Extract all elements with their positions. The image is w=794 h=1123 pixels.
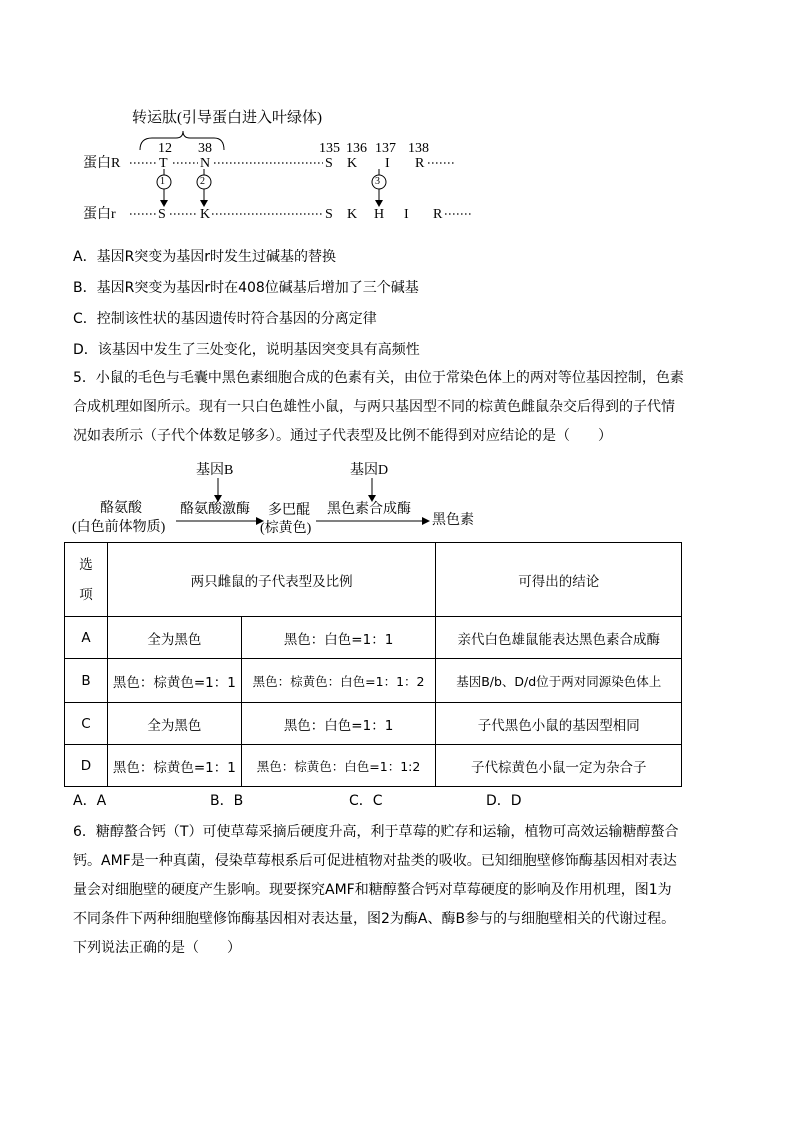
row-c-conclusion: 子代黑色小鼠的基因型相同: [436, 703, 682, 745]
position-38: 38: [198, 141, 212, 156]
residue-r-i: I: [385, 156, 390, 171]
row-b-option: B: [65, 659, 108, 703]
header-conclusion: 可得出的结论: [436, 543, 682, 617]
residue-r-t: T: [159, 156, 168, 171]
pathway-arrow-2-head: [422, 517, 430, 525]
dopaquinone-note: (棕黄色): [260, 521, 312, 536]
row-c-offspring-2: 黑色：白色=1：1: [241, 703, 436, 745]
q6-stem: 6．糖醇螯合钙（T）可使草莓采摘后硬度升高，利于草莓的贮存和运输，植物可高效运输糖醇螯合钙。AMF是一种真菌，侵染草莓根系后可促进植物对盐类的吸收。已知细胞壁修饰酶基因相对表达量会对细胞壁的硬度产生影响。现要探究AMF和糖醇螯合钙对草莓硬度的影响及作用机理，图1为不同条件下两种细胞壁修饰酶基因相对表达量，图2为酶A、酶B参与的与细胞壁相关的代谢过程。下列说法正确的是（ ）: [73, 824, 679, 956]
row-d-option: D: [65, 745, 108, 787]
gene-b-label: 基因B: [196, 463, 234, 478]
q4-option-c: C．控制该性状的基因遗传时符合基因的分离定律: [73, 311, 377, 327]
residue-r-r: R: [415, 156, 425, 171]
row-d-offspring-1: 黑色：棕黄色=1：1: [107, 745, 241, 787]
q4-option-b: B．基因R突变为基因r时在408位碱基后增加了三个碱基: [73, 280, 419, 296]
residue-r-k: K: [347, 156, 358, 171]
q5-stem: 5．小鼠的毛色与毛囊中黑色素细胞合成的色素有关，由位于常染色体上的两对等位基因控制，色素合成机理如图所示。现有一只白色雄性小鼠，与两只基因型不同的棕黄色雌鼠杂交后得到的子代情况如表所示（子代个体数足够多）。通过子代表型及比例不能得到对应结论的是（ ）: [73, 370, 684, 444]
row-c-option: C: [65, 703, 108, 745]
q5-answer-d: D．D: [486, 793, 522, 809]
header-offspring: 两只雌鼠的子代表型及比例: [107, 543, 435, 617]
melanin-label: 黑色素: [432, 513, 474, 528]
protein-r-lower-label: 蛋白r: [83, 207, 116, 222]
gene-d-label: 基因D: [350, 463, 389, 478]
residue-lr-r: R: [433, 207, 443, 222]
results-table: [64, 542, 682, 787]
q4-option-a: A．基因R突变为基因r时发生过碱基的替换: [73, 249, 337, 265]
marker-1-label: 1: [160, 176, 165, 187]
marker-3-label: 3: [375, 176, 380, 187]
residue-lr-k1: K: [200, 207, 211, 222]
position-137: 137: [375, 141, 396, 156]
residue-lr-s2: S: [325, 207, 333, 222]
residue-r-s: S: [325, 156, 333, 171]
pathway-lines: [0, 0, 794, 540]
row-b-offspring-1: 黑色：棕黄色=1：1: [107, 659, 241, 703]
position-135: 135: [319, 141, 340, 156]
protein-r-upper-label: 蛋白R: [83, 156, 121, 171]
table-row: [65, 703, 682, 745]
residue-lr-h: H: [374, 207, 385, 222]
row-d-offspring-2: 黑色：棕黄色：白色=1：1:2: [241, 745, 436, 787]
row-b-conclusion: 基因B/b、D/d位于两对同源染色体上: [436, 659, 682, 703]
header-option: [65, 543, 108, 617]
row-c-offspring-1: 全为黑色: [107, 703, 241, 745]
table-row: [65, 745, 682, 787]
residue-lr-i: I: [404, 207, 409, 222]
marker-2-label: 2: [200, 176, 205, 187]
row-a-offspring-1: 全为黑色: [107, 617, 241, 659]
q4-option-d: D．该基因中发生了三处变化，说明基因突变具有高频性: [73, 342, 420, 358]
table-header-row: [65, 543, 682, 617]
residue-lr-k2: K: [347, 207, 358, 222]
dopaquinone-label: 多巴醌: [268, 503, 310, 518]
enzyme-melanin-synthase: 黑色素合成酶: [327, 502, 411, 517]
row-a-offspring-2: 黑色：白色=1：1: [241, 617, 436, 659]
q5-answer-b: B．B: [210, 793, 244, 809]
q5-answer-c: C．C: [349, 793, 383, 809]
header-option-line2: 项: [79, 586, 93, 603]
tyrosine-label: 酪氨酸: [100, 501, 142, 516]
table-row: [65, 617, 682, 659]
residue-lr-s1: S: [158, 207, 166, 222]
table-row: [65, 659, 682, 703]
row-b-offspring-2: 黑色：棕黄色：白色=1：1：2: [241, 659, 436, 703]
residue-r-n: N: [200, 156, 211, 171]
row-d-conclusion: 子代棕黄色小鼠一定为杂合子: [436, 745, 682, 787]
transit-peptide-label: 转运肽(引导蛋白进入叶绿体): [132, 110, 322, 126]
row-a-option: A: [65, 617, 108, 659]
position-12: 12: [158, 141, 172, 156]
position-138: 138: [408, 141, 429, 156]
row-a-conclusion: 亲代白色雄鼠能表达黑色素合成酶: [436, 617, 682, 659]
position-136: 136: [346, 141, 367, 156]
q5-answer-a: A．A: [73, 793, 107, 809]
tyrosine-note: (白色前体物质): [72, 520, 166, 535]
header-option-line1: 选: [79, 556, 93, 573]
enzyme-tyrosine-kinase: 酪氨酸激酶: [180, 502, 250, 517]
